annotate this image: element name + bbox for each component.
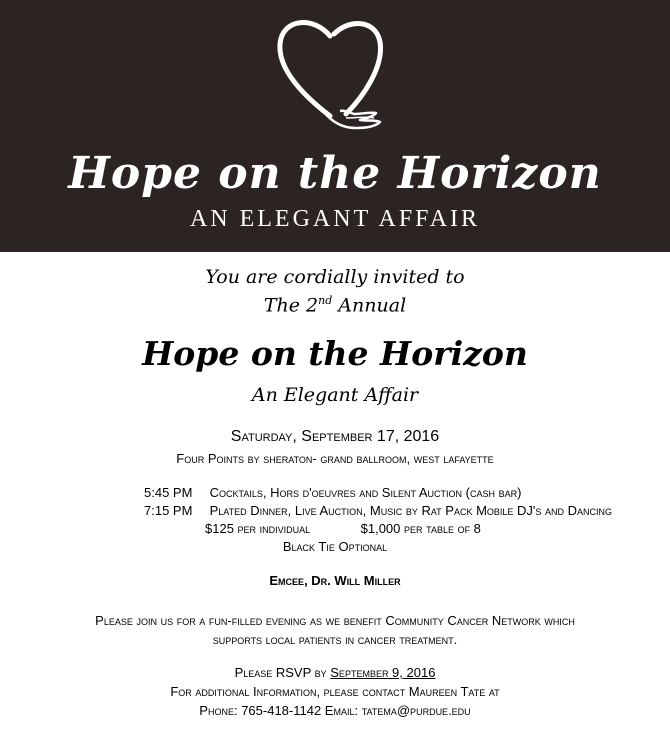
price-table: $1,000 per table of 8 — [360, 521, 481, 536]
schedule-time: 7:15 PM — [144, 503, 193, 518]
annual-line — [0, 294, 670, 316]
annual-ordinal: nd — [318, 294, 333, 307]
schedule-text: Plated Dinner, Live Auction, Music by Rat Pack Mobile DJ's and Dancing — [209, 503, 613, 518]
schedule-row — [144, 503, 664, 518]
annual-suffix: Annual — [332, 294, 407, 317]
rsvp-prefix: Please RSVP by — [234, 665, 331, 680]
contact-line: For additional Information, please contact Maureen Tate at — [170, 684, 500, 699]
schedule-time: 5:45 PM — [144, 485, 193, 500]
description-line-2: supports local patients in cancer treatment. — [212, 632, 458, 647]
banner-subtitle: AN ELEGANT AFFAIR — [189, 206, 481, 232]
description-line-1: Please join us for a fun-filled evening as we benefit Community Cancer Network which — [95, 613, 575, 628]
banner-title: Hope on the Horizon — [68, 148, 602, 199]
rsvp-line — [0, 665, 670, 680]
attire: Black Tie Optional — [282, 539, 388, 554]
annual-prefix: The 2 — [263, 294, 319, 317]
schedule-text: Cocktails, Hors d'oeuvres and Silent Auction (cash bar) — [209, 485, 522, 500]
invite-line: You are cordially invited to — [205, 266, 465, 288]
invite-title: Hope on the Horizon — [142, 334, 528, 373]
price-individual: $125 per individual — [205, 521, 311, 536]
phone-email-line: Phone: 765-418-1142 Email: tatema@purdue.edu — [199, 703, 471, 718]
event-venue: Four Points by sheraton- grand ballroom, west lafayette — [176, 451, 494, 466]
heart-hand-icon — [272, 12, 392, 137]
emcee: Emcee, Dr. Will Miller — [269, 573, 401, 588]
event-date: Saturday, September 17, 2016 — [230, 428, 440, 445]
invite-subtitle: An Elegant Affair — [251, 384, 419, 406]
header-banner — [0, 0, 670, 252]
schedule-row — [144, 485, 664, 500]
rsvp-date: September 9, 2016 — [330, 665, 436, 680]
pricing-row — [205, 521, 670, 536]
